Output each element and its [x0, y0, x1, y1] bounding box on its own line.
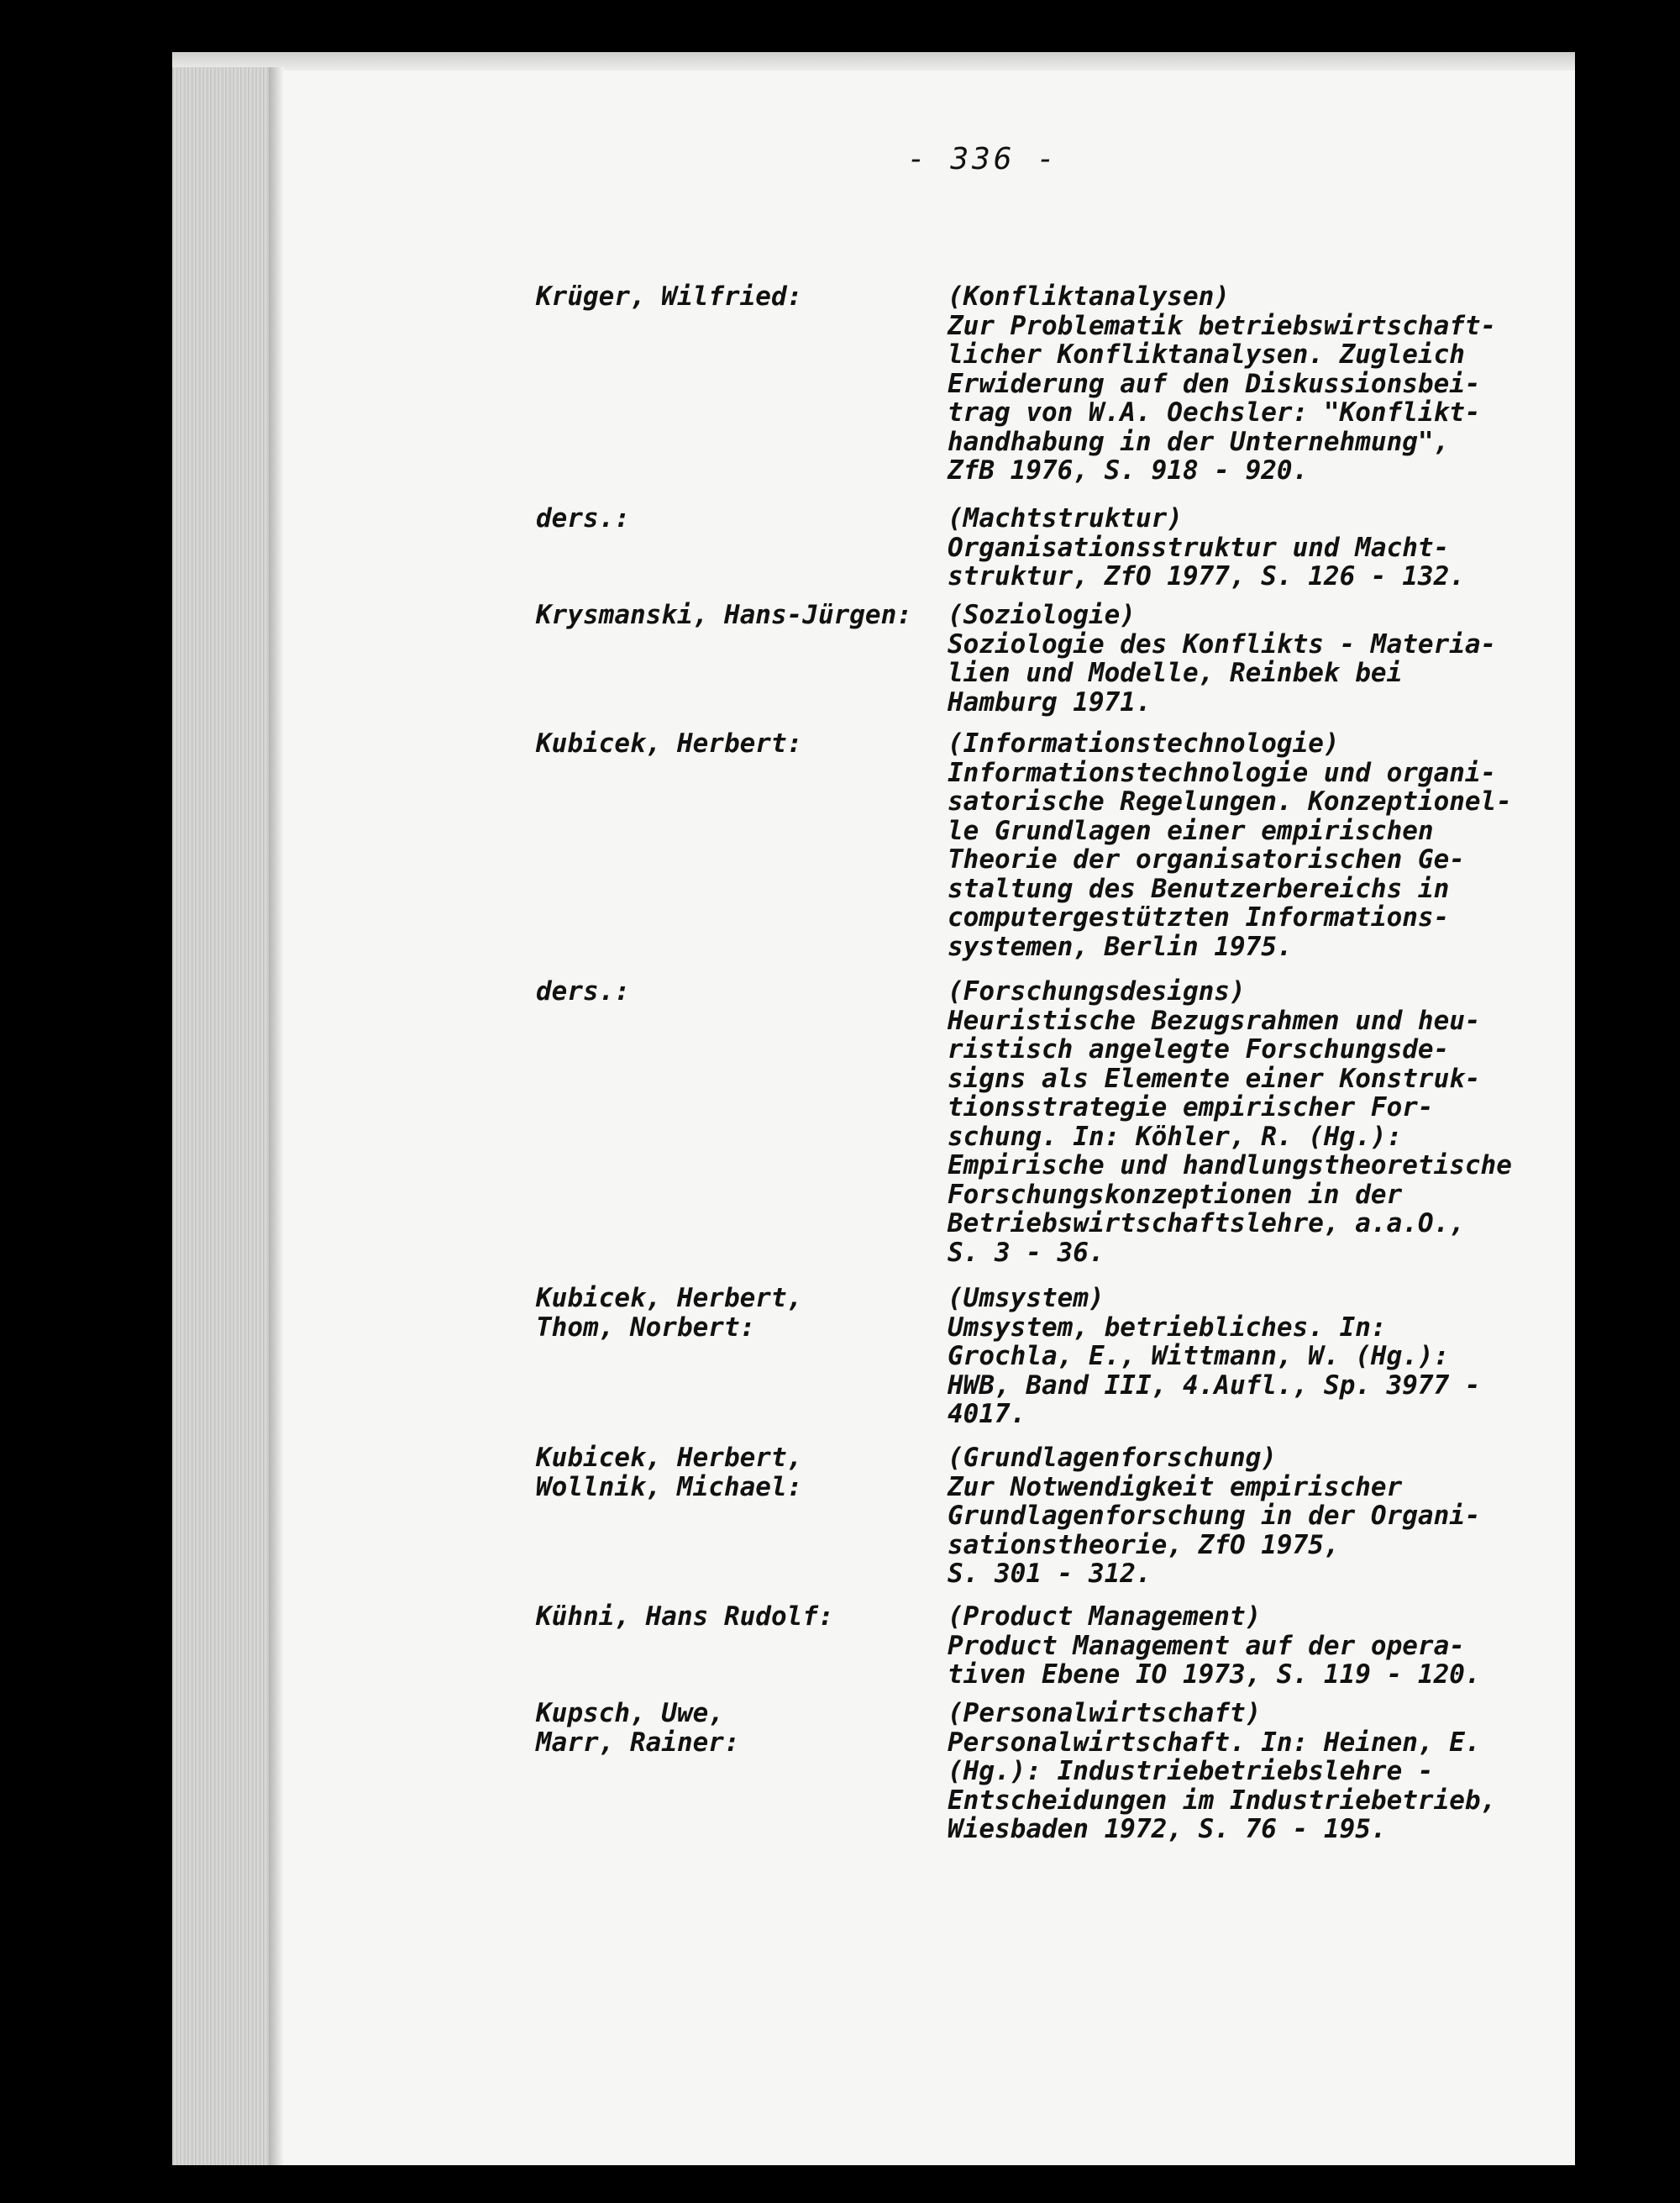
reference-line: struktur, ZfO 1977, S. 126 - 132. [948, 561, 1465, 591]
reference-line: S. 301 - 312. [948, 1559, 1152, 1589]
reference-keyword: (Machtstruktur) [948, 503, 1183, 534]
reference-line: signs als Elemente einer Konstruk- [948, 1063, 1481, 1094]
entry-reference [948, 282, 1496, 486]
reference-line: computergestützten Informations- [948, 902, 1450, 933]
reference-line: licher Konfliktanalysen. Zugleich [948, 339, 1465, 370]
author-line: Krüger, Wilfried: [536, 281, 803, 312]
reference-line: staltung des Benutzerbereichs in [948, 873, 1450, 904]
author-line: ders.: [536, 503, 630, 534]
entry-author [536, 1602, 834, 1632]
reference-line: Organisationsstruktur und Macht- [948, 532, 1450, 563]
reference-line: Umsystem, betriebliches. In: [948, 1312, 1387, 1343]
entry-reference [948, 729, 1512, 961]
reference-line: le Grundlagen einer empirischen [948, 815, 1434, 846]
author-line: Marr, Rainer: [536, 1727, 740, 1758]
reference-keyword: (Forschungsdesigns) [948, 976, 1246, 1007]
entry-author [536, 504, 630, 534]
reference-line: sationstheorie, ZfO 1975, [948, 1529, 1340, 1560]
page-number: - 336 - [907, 142, 1058, 176]
entry-author [536, 1699, 740, 1757]
reference-line: Entscheidungen im Industriebetrieb, [948, 1785, 1497, 1816]
page-top-edge [172, 52, 1575, 71]
reference-line: ristisch angelegte Forschungsde- [948, 1034, 1450, 1065]
reference-line: handhabung in der Unternehmung", [948, 426, 1450, 457]
reference-line: Betriebswirtschaftslehre, a.a.O., [948, 1208, 1465, 1238]
reference-line: Hamburg 1971. [948, 686, 1152, 718]
author-line: Kühni, Hans Rudolf: [536, 1601, 834, 1632]
reference-line: Zur Problematik betriebswirtschaft- [948, 310, 1497, 341]
author-line: Wollnik, Michael: [536, 1471, 803, 1502]
reference-line: Theorie der organisatorischen Ge- [948, 844, 1465, 875]
entry-author [536, 601, 912, 630]
reference-line: schung. In: Köhler, R. (Hg.): [948, 1121, 1403, 1152]
reference-line: systemen, Berlin 1975. [948, 931, 1293, 962]
author-line: Kubicek, Herbert, [536, 1283, 803, 1313]
reference-line: Zur Notwendigkeit empirischer [948, 1471, 1403, 1502]
entry-reference [948, 1284, 1481, 1429]
reference-line: 4017. [948, 1399, 1026, 1429]
page-stack-edge [172, 67, 281, 2165]
reference-keyword: (Konfliktanalysen) [948, 281, 1230, 312]
reference-line: satorische Regelungen. Konzeptionel- [948, 786, 1512, 817]
reference-line: Empirische und handlungstheoretische [948, 1150, 1512, 1180]
entry-reference [948, 1602, 1481, 1690]
reference-line: trag von W.A. Oechsler: "Konflikt- [948, 397, 1481, 428]
author-line: Kupsch, Uwe, [536, 1698, 724, 1728]
author-line: Kubicek, Herbert, [536, 1443, 803, 1473]
reference-line: Informationstechnologie und organi- [948, 757, 1497, 788]
author-line: Kubicek, Herbert: [536, 728, 803, 759]
reference-keyword: (Umsystem) [948, 1283, 1105, 1313]
reference-line: S. 3 - 36. [948, 1237, 1105, 1268]
reference-line: Erwiderung auf den Diskussionsbei- [948, 368, 1481, 399]
reference-keyword: (Soziologie) [948, 600, 1136, 630]
entry-author [536, 1284, 802, 1342]
entry-author [536, 1443, 802, 1501]
entry-reference [948, 504, 1465, 591]
reference-line: Heuristische Bezugsrahmen und heu- [948, 1005, 1481, 1036]
reference-line: tionsstrategie empirischer For- [948, 1092, 1434, 1123]
entry-reference [948, 977, 1512, 1267]
entry-author [536, 977, 630, 1007]
reference-line: Soziologie des Konflikts - Materia- [948, 628, 1497, 660]
reference-line: ZfB 1976, S. 918 - 920. [948, 455, 1309, 486]
reference-line: Personalwirtschaft. In: Heinen, E. [948, 1727, 1481, 1758]
reference-line: Grundlagenforschung in der Organi- [948, 1501, 1481, 1531]
reference-line: Grochla, E., Wittmann, W. (Hg.): [948, 1341, 1450, 1371]
binding-shadow [269, 67, 284, 2165]
reference-line: Wiesbaden 1972, S. 76 - 195. [948, 1814, 1387, 1844]
entry-author [536, 282, 802, 312]
entry-reference [948, 1699, 1496, 1844]
reference-keyword: (Personalwirtschaft) [948, 1698, 1262, 1728]
entry-reference [948, 601, 1496, 717]
reference-line: lien und Modelle, Reinbek bei [948, 658, 1403, 688]
reference-keyword: (Informationstechnologie) [948, 728, 1340, 759]
reference-keyword: (Product Management) [948, 1601, 1262, 1632]
author-line: Krysmanski, Hans-Jürgen: [536, 600, 912, 630]
author-line: ders.: [536, 976, 630, 1007]
entry-reference [948, 1443, 1481, 1589]
author-line: Thom, Norbert: [536, 1312, 756, 1343]
entry-author [536, 729, 802, 759]
reference-line: tiven Ebene IO 1973, S. 119 - 120. [948, 1659, 1481, 1690]
reference-line: HWB, Band III, 4.Aufl., Sp. 3977 - [948, 1370, 1481, 1401]
reference-line: (Hg.): Industriebetriebslehre - [948, 1756, 1434, 1786]
reference-line: Forschungskonzeptionen in der [948, 1179, 1403, 1210]
reference-line: Product Management auf der opera- [948, 1630, 1465, 1661]
reference-keyword: (Grundlagenforschung) [948, 1443, 1277, 1473]
